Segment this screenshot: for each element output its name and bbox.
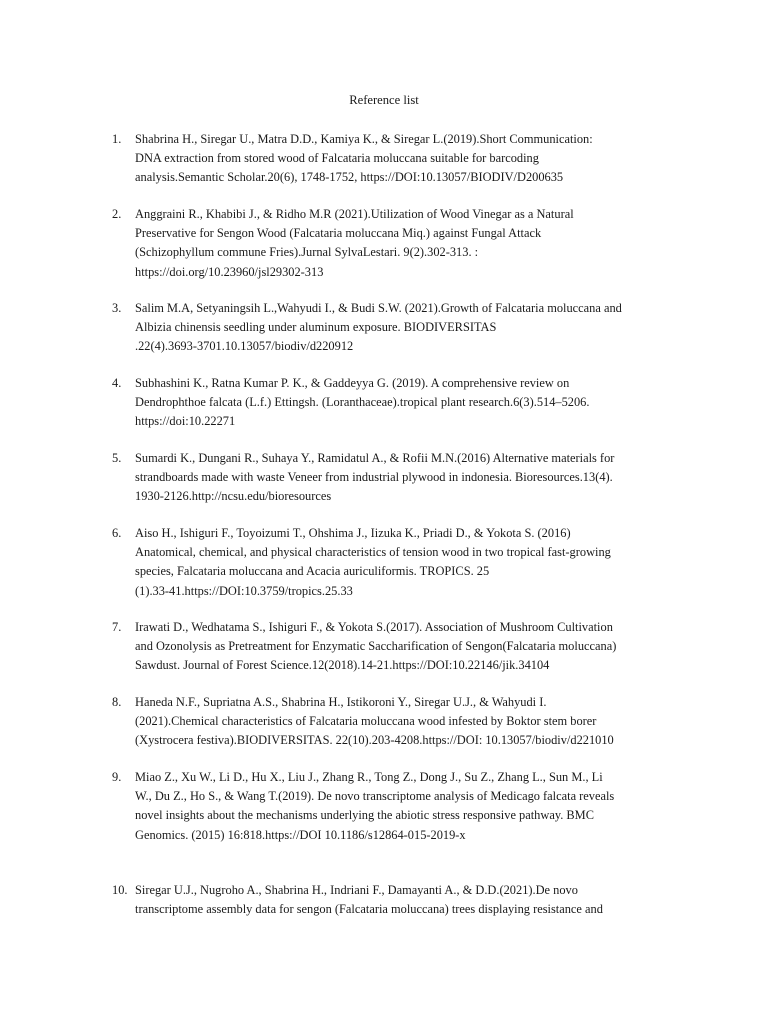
reference-item-10 (112, 881, 682, 919)
reference-item-2 (112, 205, 682, 282)
reference-line: (Xystrocera festiva).BIODIVERSITAS. 22(10).203-4208.https://DOI: 10.13057/biodiv/d221010 (135, 733, 614, 748)
reference-item-3 (112, 299, 682, 357)
reference-number: 9. (112, 770, 122, 784)
reference-item-1 (112, 130, 682, 188)
reference-line: Miao Z., Xu W., Li D., Hu X., Liu J., Zhang R., Tong Z., Dong J., Su Z., Zhang L., Sun M., Li (135, 770, 603, 784)
reference-line: transcriptome assembly data for sengon (Falcataria moluccana) trees displaying resistance and (135, 902, 603, 917)
reference-text (135, 693, 682, 751)
reference-number: 1. (112, 132, 122, 146)
reference-line: Genomics. (2015) 16:818.https://DOI 10.1186/s12864-015-2019-x (135, 827, 466, 842)
reference-item-5 (112, 449, 682, 507)
reference-line: strandboards made with waste Veneer from industrial plywood in indonesia. Bioresources.13(4). (135, 470, 613, 485)
reference-line: Anggraini R., Khabibi J., & Ridho M.R (2021).Utilization of Wood Vinegar as a Natural (135, 207, 574, 221)
reference-text (135, 299, 682, 357)
reference-number: 8. (112, 695, 122, 709)
reference-line: W., Du Z., Ho S., & Wang T.(2019). De novo transcriptome analysis of Medicago falcata reveals (135, 789, 615, 804)
reference-line: novel insights about the mechanisms underlying the abiotic stress responsive pathway. BMC (135, 808, 594, 823)
reference-text (135, 618, 682, 676)
reference-text (135, 205, 682, 282)
reference-text (135, 881, 682, 919)
reference-item-6 (112, 524, 682, 601)
reference-line: and Ozonolysis as Pretreatment for Enzymatic Saccharification of Sengon(Falcataria moluccana) (135, 639, 617, 654)
reference-item-8 (112, 693, 682, 751)
reference-line: Aiso H., Ishiguri F., Toyoizumi T., Ohshima J., Iizuka K., Priadi D., & Yokota S. (2016) (135, 526, 571, 540)
reference-line: 1930-2126.http://ncsu.edu/bioresources (135, 489, 332, 504)
reference-line: DNA extraction from stored wood of Falcataria moluccana suitable for barcoding (135, 151, 539, 166)
reference-number: 10. (112, 883, 128, 897)
reference-text (135, 374, 682, 432)
reference-line: Anatomical, chemical, and physical characteristics of tension wood in two tropical fast-growing (135, 545, 611, 560)
reference-number: 3. (112, 301, 122, 315)
reference-text (135, 524, 682, 601)
reference-line: Haneda N.F., Supriatna A.S., Shabrina H., Istikoroni Y., Siregar U.J., & Wahyudi I. (135, 695, 547, 709)
reference-line: .22(4).3693-3701.10.13057/biodiv/d220912 (135, 339, 354, 354)
reference-number: 2. (112, 207, 122, 221)
reference-line: Dendrophthoe falcata (L.f.) Ettingsh. (Loranthaceae).tropical plant research.6(3).514–5206. (135, 395, 590, 410)
reference-text (135, 768, 682, 845)
reference-line: (Schizophyllum commune Fries).Jurnal SylvaLestari. 9(2).302-313. : (135, 245, 479, 260)
reference-line: Irawati D., Wedhatama S., Ishiguri F., & Yokota S.(2017). Association of Mushroom Cultivation (135, 620, 613, 634)
reference-number: 7. (112, 620, 122, 634)
reference-line: analysis.Semantic Scholar.20(6), 1748-1752, https://DOI:10.13057/BIODIV/D200635 (135, 170, 564, 185)
reference-item-9 (112, 768, 682, 845)
reference-line: (1).33-41.https://DOI:10.3759/tropics.25.33 (135, 583, 353, 598)
reference-line: Albizia chinensis seedling under aluminum exposure. BIODIVERSITAS (135, 320, 497, 335)
reference-line: Subhashini K., Ratna Kumar P. K., & Gaddeyya G. (2019). A comprehensive review on (135, 376, 570, 390)
reference-line: Salim M.A, Setyaningsih L.,Wahyudi I., & Budi S.W. (2021).Growth of Falcataria moluccana and (135, 301, 622, 315)
reference-number: 5. (112, 451, 122, 465)
reference-item-4 (112, 374, 682, 432)
reference-item-7 (112, 618, 682, 676)
reference-text (135, 130, 682, 188)
reference-line: Siregar U.J., Nugroho A., Shabrina H., Indriani F., Damayanti A., & D.D.(2021).De novo (135, 883, 578, 897)
reference-line: Preservative for Sengon Wood (Falcataria moluccana Miq.) against Fungal Attack (135, 226, 542, 241)
reference-line: Shabrina H., Siregar U., Matra D.D., Kamiya K., & Siregar L.(2019).Short Communication: (135, 132, 593, 146)
reference-line: (2021).Chemical characteristics of Falcataria moluccana wood infested by Boktor stem borer (135, 714, 597, 729)
reference-line: https://doi:10.22271 (135, 414, 236, 429)
reference-number: 6. (112, 526, 122, 540)
reference-line: Sumardi K., Dungani R., Suhaya Y., Ramidatul A., & Rofii M.N.(2016) Alternative materials for (135, 451, 615, 465)
reference-line: Sawdust. Journal of Forest Science.12(2018).14-21.https://DOI:10.22146/jik.34104 (135, 658, 550, 673)
page-title: Reference list (349, 93, 419, 107)
reference-line: species, Falcataria moluccana and Acacia auriculiformis. TROPICS. 25 (135, 564, 490, 579)
reference-line: https://doi.org/10.23960/jsl29302-313 (135, 264, 324, 279)
reference-text (135, 449, 682, 507)
reference-number: 4. (112, 376, 122, 390)
